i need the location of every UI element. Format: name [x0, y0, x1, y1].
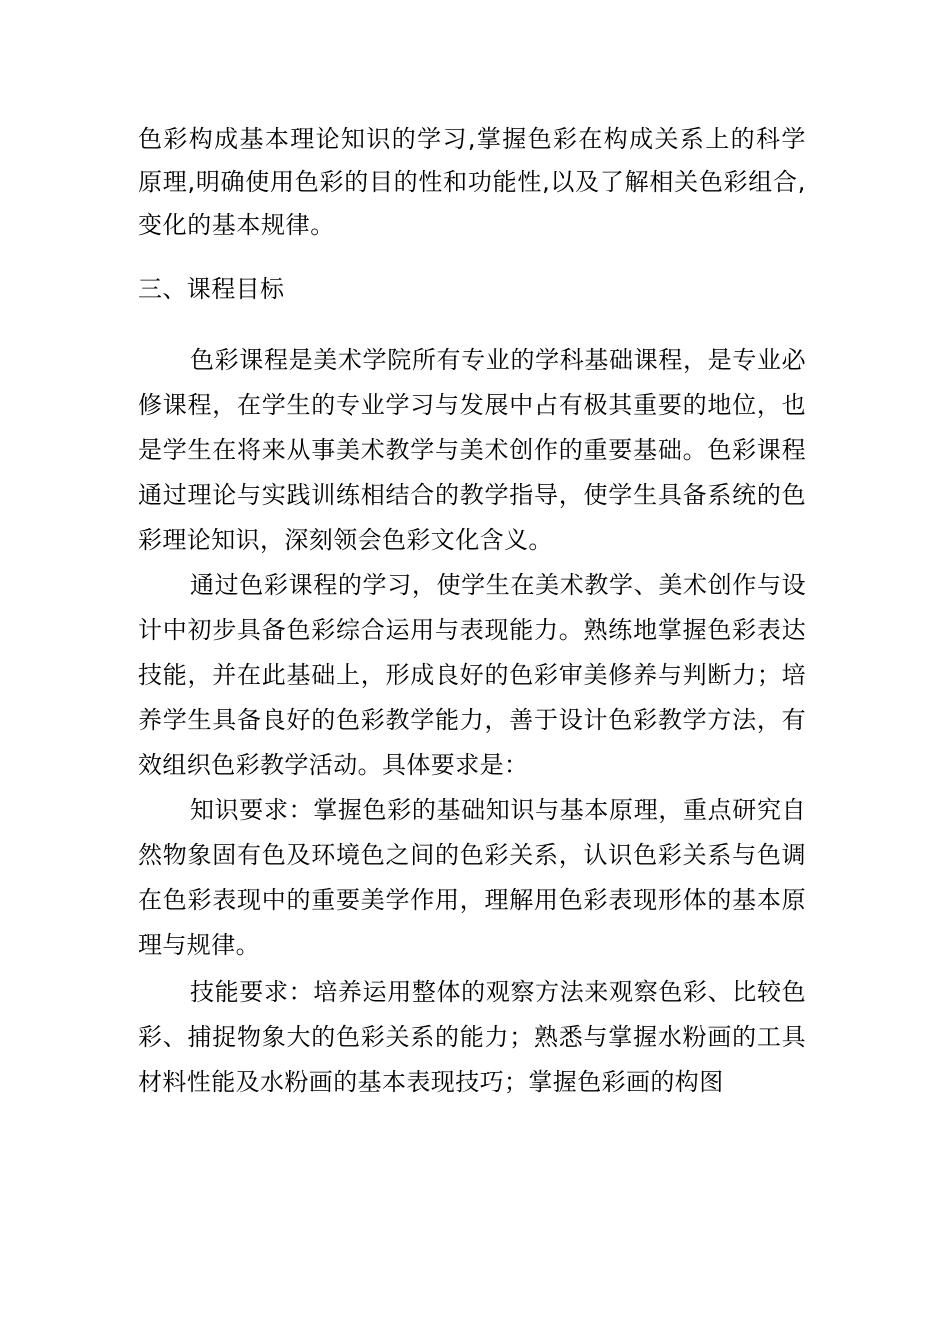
section-heading: 三、课程目标: [138, 275, 285, 303]
body-paragraph-course-overview: 色彩课程是美术学院所有专业的学科基础课程，是专业必修课程，在学生的专业学习与发展中占有极其重要的地位，也是学生在将来从事美术教学与美术创作的重要基础。色彩课程通过理论与实践训练相结合的教学指导，使学生具备系统的色彩理论知识，深刻领会色彩文化含义。: [138, 346, 806, 554]
intro-paragraph: 色彩构成基本理论知识的学习,掌握色彩在构成关系上的科学原理,明确使用色彩的目的性和功能性,以及了解相关色彩组合,变化的基本规律。: [138, 125, 806, 239]
document-page: [138, 118, 806, 1105]
body-paragraph-skill-requirements: 技能要求：培养运用整体的观察方法来观察色彩、比较色彩、捕捉物象大的色彩关系的能力；熟悉与掌握水粉画的工具材料性能及水粉画的基本表现技巧；掌握色彩画的构图: [138, 978, 806, 1096]
body-paragraph-knowledge-requirements: 知识要求：掌握色彩的基础知识与基本原理，重点研究自然物象固有色及环境色之间的色彩关系，认识色彩关系与色调在色彩表现中的重要美学作用，理解用色彩表现形体的基本原理与规律。: [138, 796, 806, 959]
body-paragraph-course-goals: 通过色彩课程的学习，使学生在美术教学、美术创作与设计中初步具备色彩综合运用与表现能力。熟练地掌握色彩表达技能，并在此基础上，形成良好的色彩审美修养与判断力；培养学生具备良好的色彩教学能力，善于设计色彩教学方法，有效组织色彩教学活动。具体要求是：: [138, 571, 806, 779]
